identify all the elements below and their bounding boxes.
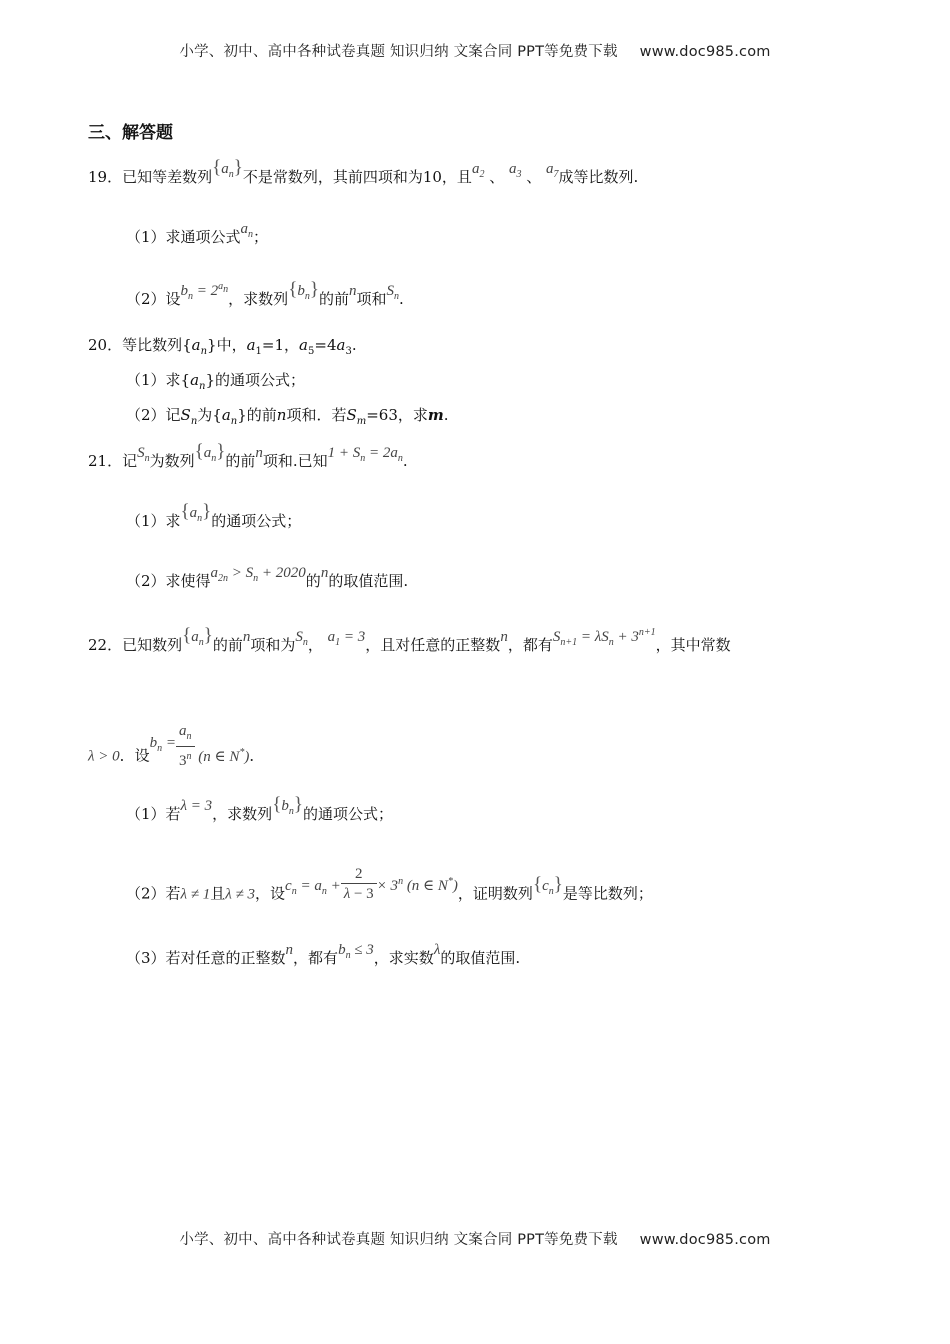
q19-stem: 19．已知等差数列$\{a_n\}$不是常数列，其前四项和为10，且$a_2$ 、 $a_3$ 、 $a_7$成等比数列. xyxy=(88,157,639,186)
header-text: 小学、初中、高中各种试卷真题 知识归纳 文案合同 PPT等免费下载 xyxy=(179,44,618,60)
q20-stem: 20．等比数列$\{a_n\}$中，$a_1=1$，$a_5=4a_3$. xyxy=(88,336,357,357)
q22-stem: 22．已知数列$\{a_n\}$的前n项和为$S_n$， $a_1 = 3$，且对任意的正整数n，都有$S_{n+1} = \lambda S_n + 3^{n+1}$，其中常数 xyxy=(88,625,731,654)
q22-part3: （3）若对任意的正整数n，都有$b_n \le 3$，求实数λ的取值范围. xyxy=(126,942,521,967)
section-title: 三、解答题 xyxy=(88,123,173,143)
q22-stem-line2: λ > 0．设$b_n$ = $\frac{a_n}{3^n}$ (n ∈ N*)． xyxy=(88,723,265,769)
header-url[interactable]: www.doc985.com xyxy=(639,44,771,60)
footer-text: 小学、初中、高中各种试卷真题 知识归纳 文案合同 PPT等免费下载 xyxy=(179,1232,618,1248)
q22-part2: （2）若λ ≠ 1且λ ≠ 3，设$c_n = a_n$ + $\frac{2}{\lambda - 3}$ × $3^n$ (n ∈ N*)，证明数列$\{c_n\}$是等比数列； xyxy=(126,866,653,903)
page-footer xyxy=(0,1228,950,1249)
q21-part2: （2）求使得$a_{2n} > S_n + 2020$的n的取值范围. xyxy=(126,565,409,590)
footer-url[interactable]: www.doc985.com xyxy=(639,1232,771,1248)
q21-part1: （1）求$\{a_n\}$的通项公式； xyxy=(126,501,302,530)
q21-stem: 21．记$S_n$为数列$\{a_n\}$的前n项和.已知$1 + S_n = 2a_n$. xyxy=(88,441,408,470)
q22-part1: （1）若λ = 3，求数列$\{b_n\}$的通项公式； xyxy=(126,794,393,823)
q19-part2: （2）设$b_n = 2^{a_n}$，求数列$\{b_n\}$的前n项和$S_n$. xyxy=(126,279,404,308)
q20-part1: （1）求$\{a_n\}$的通项公式； xyxy=(126,371,306,392)
q19-part1: （1）求通项公式$a_n$； xyxy=(126,221,269,246)
page-header xyxy=(0,40,950,61)
q20-part2: （2）记$S_n$为$\{a_n\}$的前n项和．若$S_m=63$，求m. xyxy=(126,406,449,427)
